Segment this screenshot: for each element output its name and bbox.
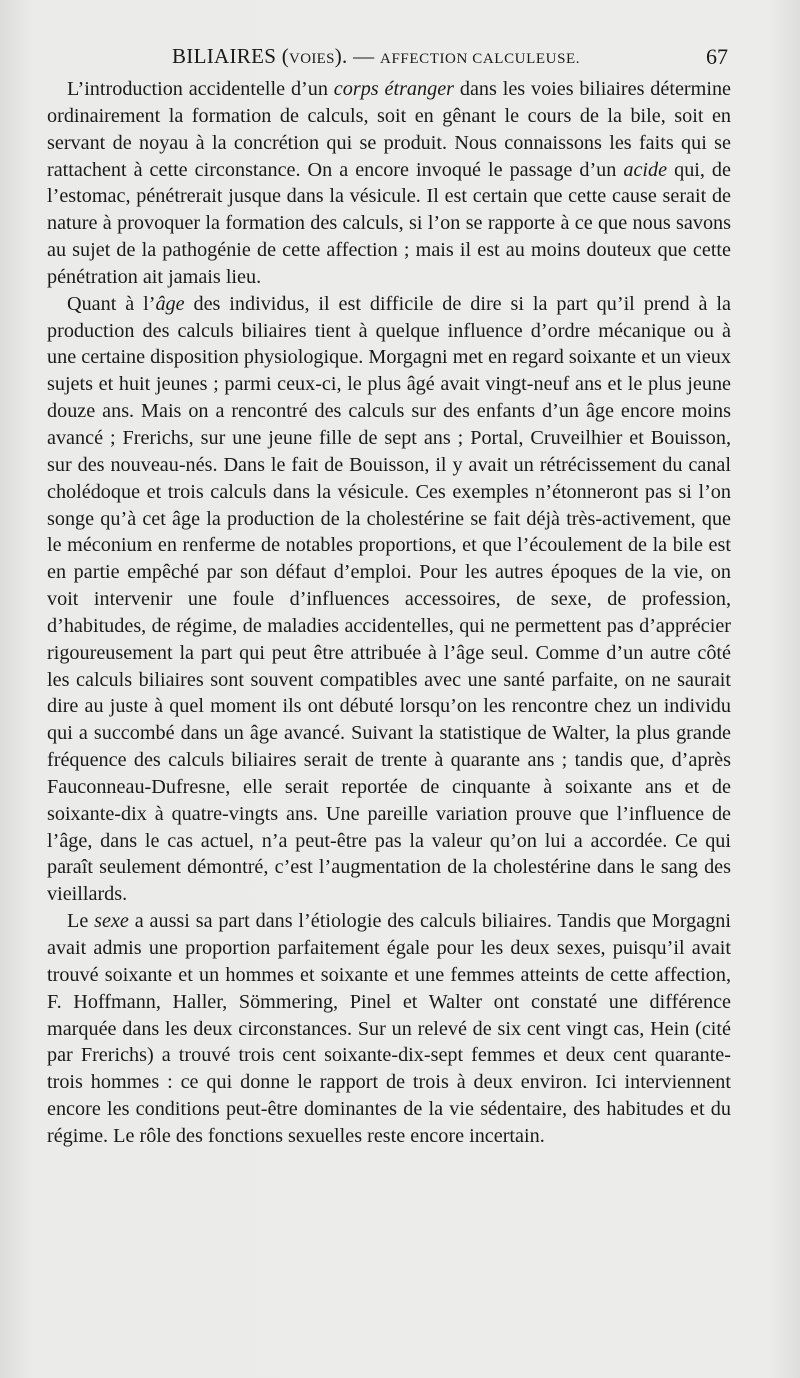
- paragraph-corps-etranger: [47, 76, 731, 291]
- paragraph-age: [47, 291, 731, 908]
- running-head-paren: (voies).: [281, 44, 348, 68]
- page-header: [60, 44, 736, 72]
- text-run: Le: [67, 910, 95, 933]
- running-head-dash: —: [353, 44, 375, 68]
- text-run: L’introduction accidentelle d’un: [67, 78, 334, 100]
- text-run: des individus, il est difficile de dire si la part qu’il prend à la production des calculs biliaires tient à quelque influence d’ordre mécanique ou à une certaine disposition physiologique. Morgagni met en regard soixante et un vieux sujets et huit jeunes ; parmi ceux-ci, le plus âgé avait vingt-neuf ans et le plus jeune douze ans. Mais on a rencontré des calculs sur des enfants d’un âge encore moins avancé ; Frerichs, sur une jeune fille de sept ans ; Portal, Cruveilhier et Bouisson, sur des nouveau-nés. Dans le fait de Bouisson, il y avait un rétrécissement du canal cholédoque et trois calculs dans la vésicule. Ces exemples n’étonneront pas si l’on songe qu’à cet âge la production de la cholestérine se fait déjà très-activement, que le méconium en renferme de notables proportions, et que l’écoulement de la bile est en partie empêché par son défaut d’emploi. Pour les autres époques de la vie, on voit intervenir une foule d’influences accessoires, de sexe, de profession, d’habitudes, de régime, de maladies accidentelles, qui ne permettent pas d’apprécier rigoureusement la part qui peut être attribuée à l’âge seul. Comme d’un autre côté les calculs biliaires sont souvent compatibles avec une santé parfaite, on ne saurait dire au juste à quel moment ils ont débuté lorsqu’on les rencontre chez un individu qui a succombé dans un âge avancé. Suivant la statistique de Walter, la plus grande fréquence des calculs biliaires serait de trente à quarante ans ; tandis que, d’après Fauconneau-Dufresne, elle serait reportée de cinquante à soixante ans et de soixante-dix à quatre-vingts ans. Une pareille variation prouve que l’influence de l’âge, dans le cas actuel, n’a peut-être pas la valeur qu’on lui a accordée. Ce qui paraît seulement démontré, c’est l’augmentation de la cholestérine dans le sang des vieillards.: [47, 292, 731, 906]
- body-text: [47, 76, 731, 1150]
- text-run: a aussi sa part dans l’étiologie des calculs biliaires. Tandis que Morgagni avait admis une proportion parfaitement égale pour les deux sexes, puisqu’il avait trouvé soixante et un hommes et soixante et une femmes atteints de cette affection, F. Hoffmann, Haller, Sömmering, Pinel et Walter ont constaté une différence marquée dans les deux circonstances. Sur un relevé de six cent vingt cas, Hein (cité par Frerichs) a trouvé trois cent soixante-dix-sept femmes et deux cent quarante-trois hommes : ce qui donne le rapport de trois à deux environ. Ici interviennent encore les conditions peut-être dominantes de la vie sédentaire, des habitudes et du régime. Le rôle des fonctions sexuelles reste encore incertain.: [47, 910, 732, 1147]
- running-head-subtitle: AFFECTION CALCULEUSE.: [380, 51, 581, 67]
- paragraph-sexe: [47, 908, 731, 1150]
- italic-term: âge: [155, 292, 185, 315]
- italic-term: sexe: [94, 910, 129, 933]
- running-head: [172, 44, 580, 69]
- text-run: dans les voies biliaires détermine ordinairement la formation de calculs, soit en gênant le cours de la bile, soit en servant de noyau à la concrétion qui se produit. Nous connaissons les faits qui se rattachent à cette circonstance. On a encore invoqué le passage d’un: [47, 78, 732, 181]
- running-head-main: BILIAIRES: [172, 44, 277, 68]
- text-run: Quant à l’: [67, 292, 156, 315]
- italic-term: corps étranger: [333, 78, 455, 100]
- text-run: qui, de l’estomac, pénétrerait jusque dans la vésicule. Il est certain que cette cause serait de nature à provoquer la formation des calculs, si l’on se rapporte à ce que nous savons au sujet de la pathogénie de cette affection ; mais il est au moins douteux que cette pénétration ait jamais lieu.: [47, 158, 731, 288]
- italic-term: acide: [623, 158, 668, 181]
- page-number: 67: [706, 44, 728, 69]
